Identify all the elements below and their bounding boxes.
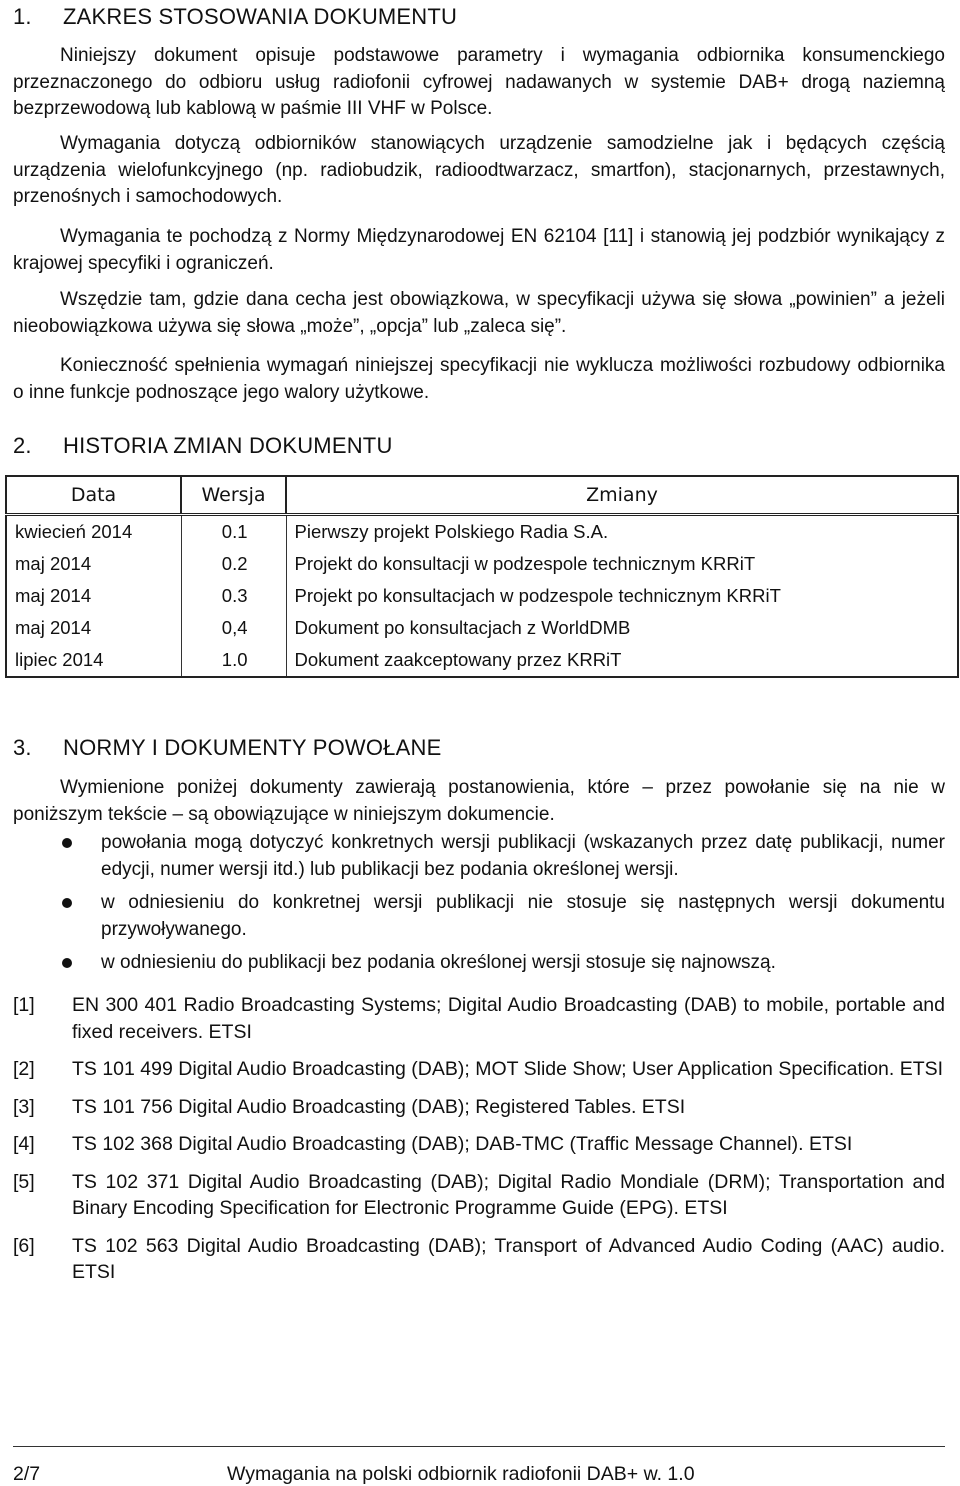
reference-number: [3]: [13, 1095, 35, 1118]
cell-version: 0.3: [181, 580, 286, 612]
paragraph: Wymagania dotyczą odbiorników stanowiących urządzenie samodzielne jak i będących częścią urządzenia wielofunkcyjnego (np. radiobudzik, radioodtwarzacz, smartfon), stacjonarnych, przestawnych, przenośnych i samochodowych.: [13, 133, 945, 207]
cell-changes: Dokument po konsultacjach z WorldDMB: [286, 612, 958, 644]
bullet-list: [13, 830, 945, 984]
section-number: 2.: [13, 433, 32, 458]
paragraph: Wymagania te pochodzą z Normy Międzynarodowej EN 62104 [11] i stanowią jej podzbiór wynikający z krajowej specyfiki i ograniczeń.: [13, 226, 945, 274]
table-row: [6, 548, 958, 580]
paragraph: Wymienione poniżej dokumenty zawierają postanowienia, które – przez powołanie się na nie w poniższym tekście – są obowiązujące w niniejszym dokumencie.: [13, 777, 945, 825]
reference-item: [13, 1233, 945, 1286]
reference-list: [13, 992, 945, 1297]
footer-title: Wymagania na polski odbiornik radiofonii DAB+ w. 1.0: [227, 1463, 695, 1485]
cell-date: maj 2014: [6, 612, 181, 644]
section-2-heading: [13, 433, 393, 459]
table-row: [6, 644, 958, 677]
reference-number: [2]: [13, 1058, 35, 1080]
list-item: [13, 890, 945, 943]
section-3-heading: [13, 735, 441, 761]
reference-text: TS 102 368 Digital Audio Broadcasting (DAB); DAB-TMC (Traffic Message Channel). ETSI: [72, 1133, 853, 1155]
reference-number: [5]: [13, 1170, 35, 1193]
paragraph: Niniejszy dokument opisuje podstawowe parametry i wymagania odbiornika konsumenckiego przeznaczonego do odbioru usług radiofonii cyfrowej nadawanych w systemie DAB+ drogą naziemną bezprzewodową lub kablową w paśmie III VHF w Polsce.: [13, 45, 945, 119]
reference-number: [6]: [13, 1234, 35, 1257]
reference-item: [13, 1169, 945, 1222]
bullet-icon: [62, 898, 72, 908]
section-1-heading: [13, 4, 457, 30]
section-title: HISTORIA ZMIAN DOKUMENTU: [63, 433, 393, 458]
cell-version: 1.0: [181, 644, 286, 677]
reference-item: [13, 1094, 945, 1121]
reference-text: TS 102 563 Digital Audio Broadcasting (DAB); Transport of Advanced Audio Coding (AAC) audio. ETSI: [72, 1234, 945, 1283]
section-number: 3.: [13, 735, 32, 760]
table-row: [6, 580, 958, 612]
reference-number: [4]: [13, 1133, 35, 1155]
footer-divider: [13, 1446, 945, 1447]
cell-version: 0.2: [181, 548, 286, 580]
list-item-text: powołania mogą dotyczyć konkretnych wersji publikacji (wskazanych przez datę publikacji, numer edycji, numer wersji itd.) lub publikacji bez podania określonej wersji.: [101, 832, 945, 880]
list-item: [13, 950, 945, 977]
list-item: [13, 830, 945, 883]
bullet-icon: [62, 838, 72, 848]
reference-text: EN 300 401 Radio Broadcasting Systems; Digital Audio Broadcasting (DAB) to mobile, portable and fixed receivers. ETSI: [72, 994, 945, 1043]
table-header-row: [6, 476, 958, 515]
cell-version: 0,4: [181, 612, 286, 644]
reference-item: [13, 992, 945, 1045]
bullet-icon: [62, 958, 72, 968]
table-row: [6, 515, 958, 549]
list-item-text: w odniesieniu do publikacji bez podania określonej wersji stosuje się najnowszą.: [101, 952, 776, 973]
reference-number: [1]: [13, 994, 35, 1016]
table-row: [6, 612, 958, 644]
reference-text: TS 101 756 Digital Audio Broadcasting (DAB); Registered Tables. ETSI: [72, 1095, 686, 1118]
cell-changes: Dokument zaakceptowany przez KRRiT: [286, 644, 958, 677]
history-table: [5, 475, 959, 678]
footer-page-number: 2/7: [13, 1463, 41, 1485]
paragraph: Wszędzie tam, gdzie dana cecha jest obowiązkowa, w specyfikacji używa się słowa „powinien” a jeżeli nieobowiązkowa używa się słowa „może”, „opcja” lub „zaleca się”.: [13, 289, 945, 337]
cell-date: lipiec 2014: [6, 644, 181, 677]
cell-changes: Pierwszy projekt Polskiego Radia S.A.: [286, 515, 958, 549]
cell-changes: Projekt do konsultacji w podzespole technicznym KRRiT: [286, 548, 958, 580]
column-header-date: Data: [6, 476, 181, 515]
reference-text: TS 102 371 Digital Audio Broadcasting (DAB); Digital Radio Mondiale (DRM); Transportation and Binary Encoding Specification for Electronic Programme Guide (EPG). ETSI: [72, 1170, 945, 1219]
section-title: ZAKRES STOSOWANIA DOKUMENTU: [63, 4, 458, 29]
paragraph: Konieczność spełnienia wymagań niniejszej specyfikacji nie wyklucza możliwości rozbudowy odbiornika o inne funkcje podnoszące jego walory użytkowe.: [13, 355, 945, 403]
column-header-changes: Zmiany: [286, 476, 958, 515]
cell-version: 0.1: [181, 515, 286, 549]
reference-text: TS 101 499 Digital Audio Broadcasting (DAB); MOT Slide Show; User Application Specification. ETSI: [72, 1058, 944, 1080]
reference-item: [13, 1131, 945, 1158]
list-item-text: w odniesieniu do konkretnej wersji publikacji nie stosuje się następnych wersji dokumentu przywoływanego.: [101, 892, 945, 940]
section-number: 1.: [13, 4, 32, 29]
section-title: NORMY I DOKUMENTY POWOŁANE: [63, 735, 442, 760]
cell-date: kwiecień 2014: [6, 515, 181, 549]
cell-date: maj 2014: [6, 580, 181, 612]
column-header-version: Wersja: [181, 476, 286, 515]
cell-date: maj 2014: [6, 548, 181, 580]
cell-changes: Projekt po konsultacjach w podzespole technicznym KRRiT: [286, 580, 958, 612]
reference-item: [13, 1056, 945, 1083]
